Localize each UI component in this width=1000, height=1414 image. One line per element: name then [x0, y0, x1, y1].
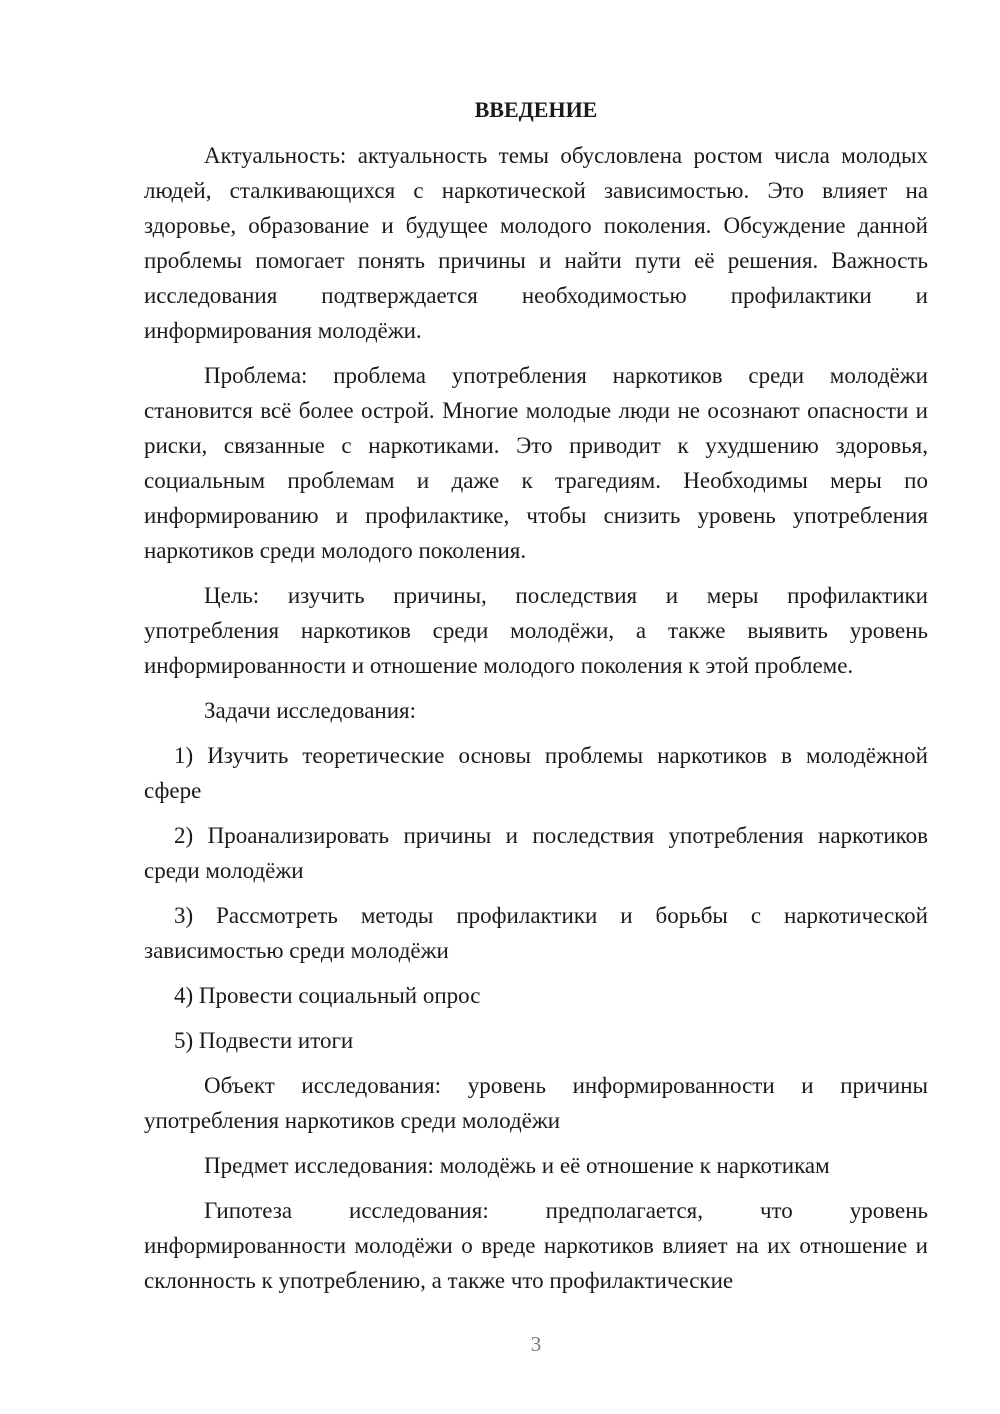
paragraph-goal: Цель: изучить причины, последствия и меры профилактики употребления наркотиков среди молодёжи, а также выявить уровень информированности и отношение молодого поколения к этой проблеме.: [144, 583, 928, 678]
tasks-heading: Задачи исследования:: [204, 698, 417, 723]
paragraph-problem: Проблема: проблема употребления наркотиков среди молодёжи становится всё более острой. Многие молодые люди не осознают опасности и риски, связанные с наркотиками. Это приводит к ухудшению здоровья, социальным проблемам и даже к трагедиям. Необходимы меры по информированию и профилактике, чтобы снизить уровень употребления наркотиков среди молодого поколения.: [144, 363, 928, 563]
paragraph-subject: Предмет исследования: молодёжь и её отношение к наркотикам: [204, 1153, 830, 1178]
section-title: ВВЕДЕНИЕ: [474, 97, 598, 122]
task-item-2: 2) Проанализировать причины и последствия употребления наркотиков среди молодёжи: [144, 823, 928, 883]
task-item-4: 4) Провести социальный опрос: [174, 983, 481, 1008]
paragraph-object: Объект исследования: уровень информированности и причины употребления наркотиков среди молодёжи: [144, 1073, 928, 1133]
paragraph-hypothesis: Гипотеза исследования: предполагается, что уровень информированности молодёжи о вреде наркотиков влияет на их отношение и склонность к употреблению, а также что профилактические: [144, 1198, 928, 1293]
paragraph-relevance: Актуальность: актуальность темы обусловлена ростом числа молодых людей, сталкивающихся с наркотической зависимостью. Это влияет на здоровье, образование и будущее молодого поколения. Обсуждение данной проблемы помогает понять причины и найти пути её решения. Важность исследования подтверждается необходимостью профилактики и информирования молодёжи.: [144, 143, 928, 343]
task-item-3: 3) Рассмотреть методы профилактики и борьбы с наркотической зависимостью среди молодёжи: [144, 903, 928, 963]
page-content: [144, 94, 928, 1308]
task-item-1: 1) Изучить теоретические основы проблемы наркотиков в молодёжной сфере: [144, 743, 928, 803]
task-item-5: 5) Подвести итоги: [174, 1028, 354, 1053]
page-number: 3: [530, 1332, 542, 1356]
